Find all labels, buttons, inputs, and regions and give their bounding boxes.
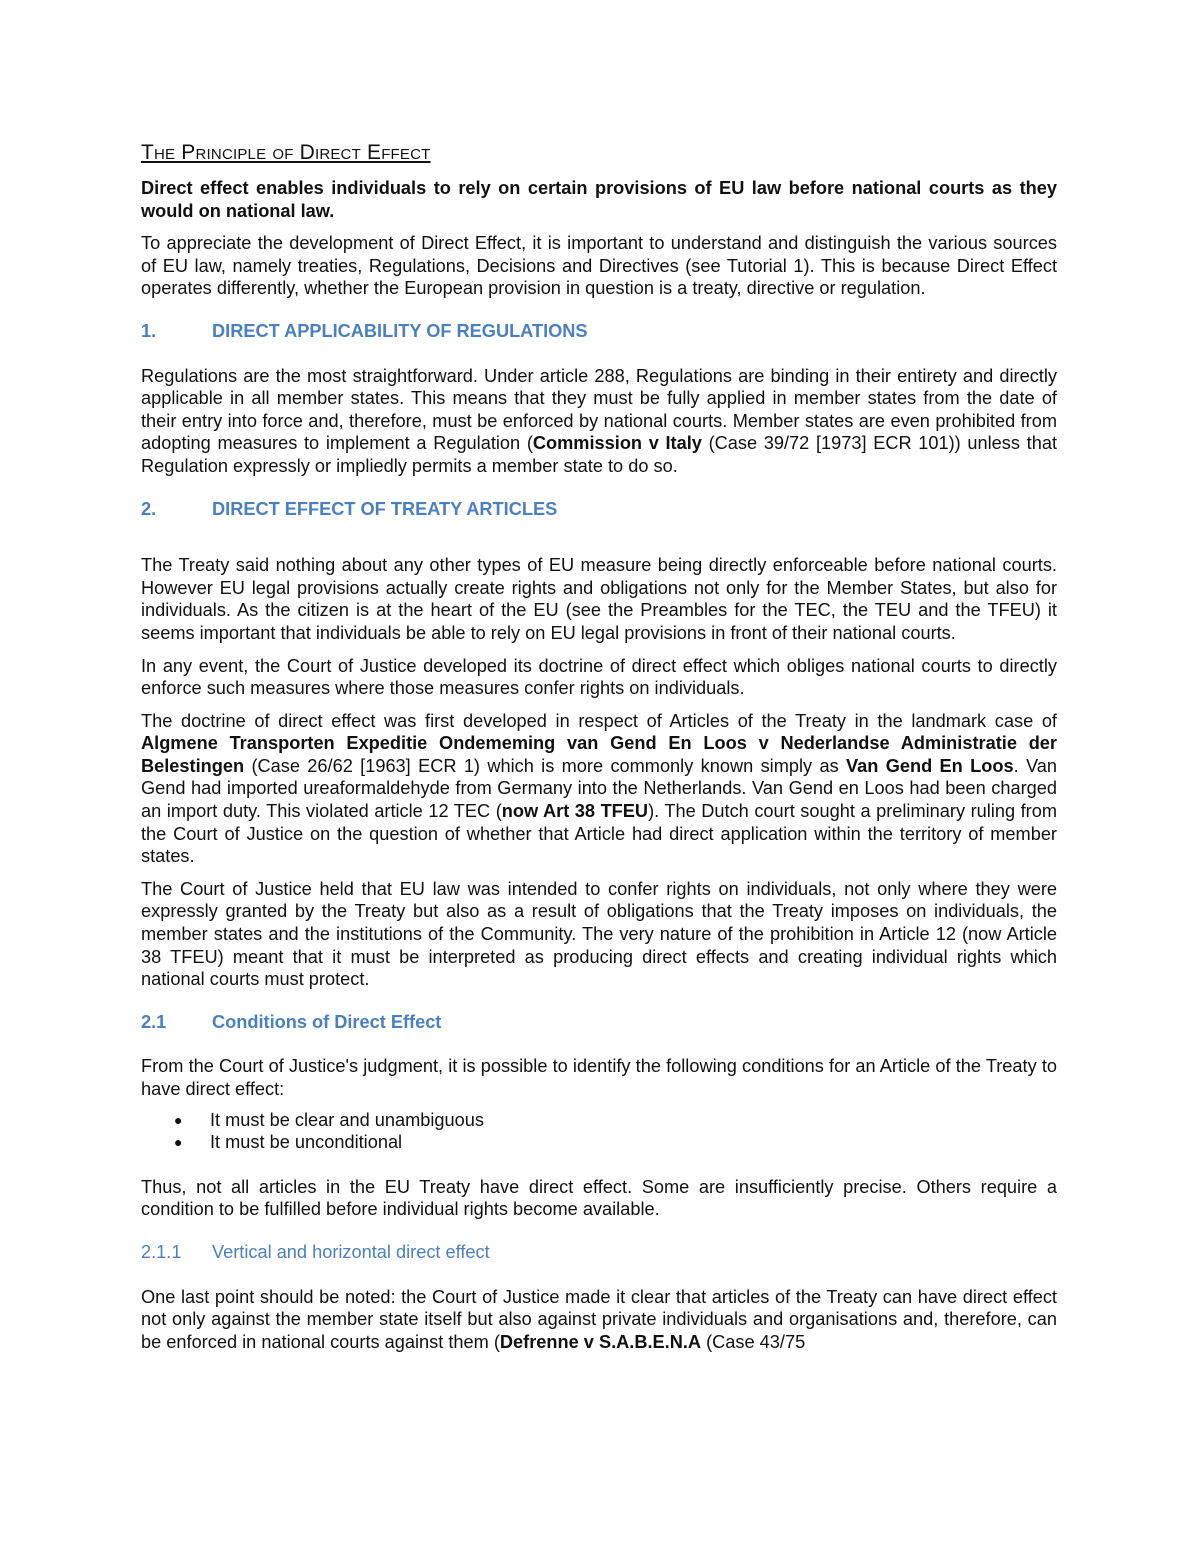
list-item <box>141 1109 1057 1132</box>
section-1-heading <box>141 320 1057 343</box>
section-2-1-1-text-a: One last point should be noted: the Court of Justice made it clear that articles of the Treaty can have direct effect not only against the member state itself but also against private individuals and organisations and, therefore, can be enforced in national courts against them ( <box>141 1286 1057 1352</box>
bullet-icon: ● <box>174 1134 183 1151</box>
section-1-text-a: Regulations are the most straightforward. Under article 288, Regulations are binding in their entirety and directly applicable in all member states. This means that they must be fully applied in member states from the date of their entry into force and, therefore, must be enforced by national courts. Member states are even prohibited from adopting measures to implement a Regulation ( <box>141 365 1057 454</box>
document-title: The Principle of Direct Effect <box>141 141 431 164</box>
section-2-title: DIRECT EFFECT OF TREATY ARTICLES <box>212 498 558 519</box>
section-1-paragraph <box>141 365 1057 478</box>
case-commission-v-italy: Commission v Italy <box>532 433 702 454</box>
section-2-1-1-paragraph <box>141 1286 1057 1354</box>
section-1-title: DIRECT APPLICABILITY OF REGULATIONS <box>212 320 588 341</box>
section-2-heading <box>141 498 1057 521</box>
intro-paragraph: To appreciate the development of Direct Effect, it is important to understand and distinguish the various sources of EU law, namely treaties, Regulations, Decisions and Directives (see Tutorial 1). This is because Direct Effect operates differently, whether the European provision in question is a treaty, directive or regulation. <box>141 233 1057 299</box>
list-item-text: It must be unconditional <box>210 1132 403 1153</box>
section-2-p3-text-b: (Case 26/62 [1963] ECR 1) which is more commonly known simply as <box>244 755 847 776</box>
section-1-number: 1. <box>141 320 157 341</box>
section-2-p3-text-a: The doctrine of direct effect was first developed in respect of Articles of the Treaty in the landmark case of <box>141 710 1057 731</box>
lead-paragraph: Direct effect enables individuals to rely on certain provisions of EU law before national courts as they would on national law. <box>141 178 1057 221</box>
section-2-paragraph-3 <box>141 710 1057 868</box>
section-2-paragraph-1: The Treaty said nothing about any other types of EU measure being directly enforceable before national courts. However EU legal provisions actually create rights and obligations not only for the Member States, but also for individuals. As the citizen is at the heart of the EU (see the Preambles for the TEC, the TEU and the TFEU) it seems important that individuals be able to rely on EU legal provisions in front of their national courts. <box>141 555 1057 643</box>
section-2-1-title: Conditions of Direct Effect <box>212 1011 442 1032</box>
section-2-p3-text-d: ). The Dutch court sought a preliminary ruling from the Court of Justice on the question of whether that Article had direct application within the territory of member states. <box>141 801 1057 867</box>
list-item-text: It must be clear and unambiguous <box>210 1109 484 1130</box>
section-2-1-1-heading <box>141 1241 1057 1264</box>
bullet-icon: ● <box>174 1111 183 1128</box>
section-2-paragraph-2: In any event, the Court of Justice developed its doctrine of direct effect which obliges national courts to directly enforce such measures where those measures confer rights on individuals. <box>141 655 1057 699</box>
section-2-1-1-title: Vertical and horizontal direct effect <box>212 1241 490 1262</box>
section-2-1-paragraph-1: From the Court of Justice's judgment, it is possible to identify the following conditions for an Article of the Treaty to have direct effect: <box>141 1056 1057 1099</box>
article-reference: now Art 38 TFEU <box>501 801 649 822</box>
case-van-gend-short: Van Gend En Loos <box>846 755 1014 776</box>
section-2-1-1-number: 2.1.1 <box>141 1241 182 1262</box>
case-defrenne: Defrenne v S.A.B.E.N.A <box>499 1331 702 1352</box>
case-van-gend-full: Algmene Transporten Expeditie Ondememing van Gend En Loos v Nederlandse Administratie der Belestingen <box>141 733 1057 776</box>
section-2-number: 2. <box>141 498 157 519</box>
section-1-text-b: (Case 39/72 [1973] ECR 101)) unless that Regulation expressly or impliedly permits a member state to do so. <box>141 433 1057 476</box>
section-2-p3-text-c: . Van Gend had imported ureaformaldehyde from Germany into the Netherlands. Van Gend en Loos had been charged an import duty. This violated article 12 TEC ( <box>141 755 1057 822</box>
section-2-1-number: 2.1 <box>141 1011 167 1032</box>
section-2-paragraph-4: The Court of Justice held that EU law was intended to confer rights on individuals, not only where they were expressly granted by the Treaty but also as a result of obligations that the Treaty imposes on individuals, the member states and the institutions of the Community. The very nature of the prohibition in Article 12 (now Article 38 TFEU) meant that it must be interpreted as producing direct effects and creating individual rights which national courts must protect. <box>141 878 1057 990</box>
section-2-1-1-text-b: (Case 43/75 <box>701 1331 806 1352</box>
section-2-1-paragraph-2: Thus, not all articles in the EU Treaty have direct effect. Some are insufficiently precise. Others require a condition to be fulfilled before individual rights become available. <box>141 1176 1057 1220</box>
conditions-list <box>141 1109 1057 1154</box>
list-item <box>141 1131 1057 1154</box>
section-2-1-heading <box>141 1011 1057 1034</box>
document-page <box>141 140 1057 1363</box>
